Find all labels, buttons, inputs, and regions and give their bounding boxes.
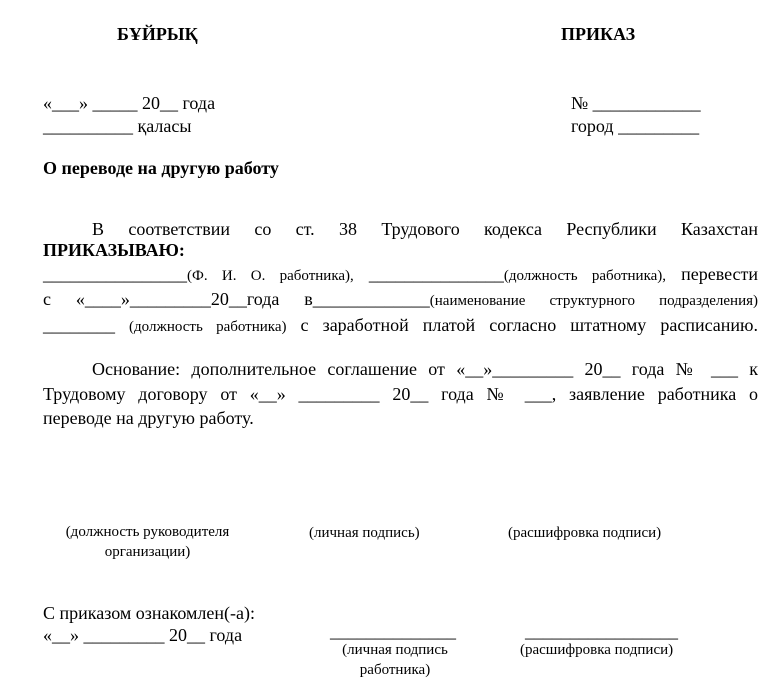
date-line: «___» _____ 20__ года bbox=[43, 93, 216, 113]
city-kz: __________ қаласы bbox=[43, 116, 192, 136]
subject: О переводе на другую работу bbox=[43, 158, 279, 178]
employee-decoding-line: _________________ bbox=[525, 621, 678, 641]
para1-line4 bbox=[43, 314, 758, 338]
hint: (должность работника) bbox=[129, 319, 287, 335]
text: с заработной платой согласно штатному расписанию. bbox=[300, 315, 759, 335]
text: с «____»_________20__года в_____________ bbox=[43, 289, 430, 309]
order-word: ПРИКАЗЫВАЮ: bbox=[43, 240, 185, 260]
decoding-label: (расшифровка подписи) bbox=[508, 525, 662, 541]
text: работника) bbox=[359, 662, 431, 678]
blank: _______________ bbox=[368, 264, 504, 284]
city-ru: город _________ bbox=[571, 116, 700, 136]
hint: (должность работника), bbox=[503, 268, 667, 284]
text: (должность руководителя bbox=[65, 524, 230, 540]
blank: ________ bbox=[43, 315, 115, 335]
employee-signature-line: ______________ bbox=[330, 621, 456, 641]
signature-label: (личная подпись) bbox=[309, 525, 420, 541]
acquaint-date: «__» _________ 20__ года bbox=[43, 625, 243, 645]
acquaint-title: С приказом ознакомлен(-а): bbox=[43, 603, 255, 623]
hint: (Ф. И. О. работника), bbox=[187, 268, 354, 284]
text: (личная подпись bbox=[342, 642, 448, 658]
hint: (наименование структурного подразделения) bbox=[429, 293, 758, 309]
order-number: № ____________ bbox=[571, 93, 701, 113]
employee-decoding-label: (расшифровка подписи) bbox=[520, 642, 674, 658]
para2-line1: Основание: дополнительное соглашение от «__»_________ 20__ года № ___ к bbox=[92, 359, 758, 379]
head-position-label bbox=[40, 522, 255, 562]
para2-line3: переводе на другую работу. bbox=[43, 408, 254, 428]
blank: ________________ bbox=[43, 264, 187, 284]
para1-line1: В соответствии со ст. 38 Трудового кодекса Республики Казахстан bbox=[92, 219, 758, 239]
text: организации) bbox=[104, 544, 191, 560]
title-kz: БҰЙРЫҚ bbox=[117, 24, 198, 44]
text: перевести bbox=[681, 264, 759, 284]
employee-signature-label bbox=[320, 640, 470, 680]
para1-line3 bbox=[43, 288, 758, 312]
para2-line2: Трудовому договору от «__» _________ 20__ года № ___, заявление работника о bbox=[43, 384, 758, 404]
para1-line2 bbox=[43, 263, 758, 287]
title-ru: ПРИКАЗ bbox=[561, 24, 636, 44]
